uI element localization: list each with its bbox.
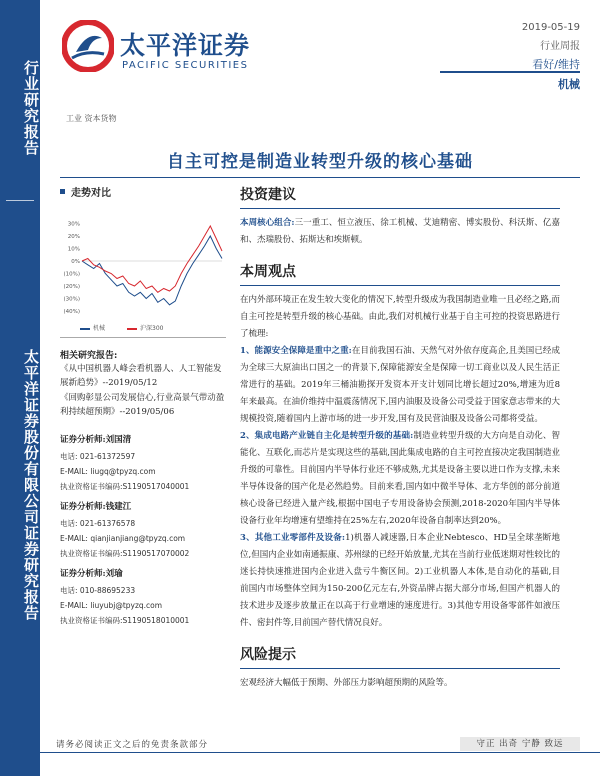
point-3-body: 1)机器人减速器,日本企业Nebtesco、HD呈全球垄断地位,但国内企业如南通振康、苏州绿的已经开始放量,尤其在当前行业低迷期对性较比的迷长持快速推进国内企业进入盘亏牛衡区间。2)工业机器人本体,是自动化的基础,目前国内市场整体空间为150-200亿元左右,外资品牌占据大部分市场,但国产机器人的技术进步及逐步放量正在以高于行业增速的速度进行。3)其他专用设备零部件如液压件、密封件等,目前国产替代情况良好。 bbox=[240, 533, 560, 628]
phone-value: 021-61372597 bbox=[79, 452, 136, 461]
email-link[interactable]: qianjianjiang@tpyzq.com bbox=[90, 534, 186, 543]
analyst-name-line bbox=[60, 567, 226, 579]
sidebar-bottom-text: 太平洋证券股份有限公司证券研究报告 bbox=[22, 349, 40, 621]
phone-value: 010-88695233 bbox=[79, 586, 136, 595]
logo-text-en: PACIFIC SECURITIES bbox=[122, 60, 249, 71]
analyst-email bbox=[60, 467, 226, 476]
left-divider bbox=[60, 337, 226, 338]
analyst-phone bbox=[60, 518, 226, 529]
point-2-label: 2、集成电路产业链自主化是转型升级的基础: bbox=[240, 431, 414, 441]
legend-label-0: 机械 bbox=[93, 325, 106, 332]
analyst-name: 刘瑜 bbox=[105, 569, 123, 579]
y-tick-label: 0% bbox=[71, 259, 80, 265]
email-label: E-MAIL: bbox=[60, 467, 88, 476]
report-meta bbox=[522, 22, 580, 72]
title-divider bbox=[60, 177, 580, 178]
series-line-1 bbox=[82, 226, 222, 292]
left-column bbox=[60, 184, 226, 631]
analyst-block bbox=[60, 500, 226, 559]
series-line-0 bbox=[82, 236, 222, 305]
phone-value: 021-61376578 bbox=[79, 519, 136, 528]
y-tick-label: (20%) bbox=[63, 284, 80, 290]
sidebar bbox=[0, 0, 40, 776]
trend-heading bbox=[60, 184, 226, 199]
y-tick-label: 10% bbox=[67, 246, 80, 253]
legend-swatch-1 bbox=[127, 328, 137, 330]
point-2-body: 制造业转型升级的大方向是自动化、智能化、互联化,而芯片是实现这些的基础,国此集成电路的自主可控直接决定我国制造业升级的可靠性。目前国内半导体行业还不够成熟,尤其是设备主要以进口作为支撑,未来半导体设备的国产化是必然趋势。目前来看,国内如中微半导体、北方华创的部分前道核心设备已经进入量产线,根据中国电子专用设备协会预测,2018-2020年国内半导体设备行业年均增速有望维持在25%左右,2020年设备自制率达到20%。 bbox=[240, 431, 560, 526]
sector-label: 机械 bbox=[558, 78, 580, 91]
analyst-cert bbox=[60, 548, 226, 559]
sidebar-top-text: 行业研究报告 bbox=[22, 60, 40, 156]
weekly-heading: 本周观点 bbox=[240, 261, 560, 286]
logo-text-cn: 太平洋证券 bbox=[120, 31, 251, 60]
email-link[interactable]: liugq@tpyzq.com bbox=[90, 467, 156, 476]
investment-heading: 投资建议 bbox=[240, 184, 560, 209]
analyst-cert bbox=[60, 481, 226, 492]
report-type: 行业周报 bbox=[540, 41, 580, 52]
footer-disclaimer: 请务必阅读正文之后的免责条款部分 bbox=[56, 740, 209, 750]
analyst-email bbox=[60, 601, 226, 610]
cert-value: S1190517040001 bbox=[122, 482, 190, 491]
page-title: 自主可控是制造业转型升级的核心基础 bbox=[167, 152, 473, 172]
related-heading: 相关研究报告: bbox=[60, 351, 118, 361]
trend-chart bbox=[60, 207, 226, 331]
legend-swatch-0 bbox=[80, 328, 90, 330]
point-1-body: 在目前我国石油、天然气对外依存度高企,且美国已经成为全球三大原油出口国之一的背景下,保障能源安全是保障一切工商业以及人民生活正常进行的基础。2019年三桶油勘探开发资本开支计划同比增长超过20%,增速为近8年来最高。在油价维持中温震荡情况下,国内油服及设备公司受益于国家意志带来的大规模投资,随着国内上游市场的进一步开发,国有及民营油服及设备公司都将受益。 bbox=[240, 346, 560, 424]
email-label: E-MAIL: bbox=[60, 534, 88, 543]
risk-heading: 风险提示 bbox=[240, 644, 560, 669]
footer-divider bbox=[40, 752, 600, 753]
y-tick-label: 30% bbox=[67, 221, 80, 228]
analyst-title: 证券分析师: bbox=[60, 569, 106, 579]
analyst-block bbox=[60, 433, 226, 492]
cert-value: S1190518010001 bbox=[122, 616, 190, 625]
chart-legend bbox=[80, 323, 226, 332]
header-divider bbox=[440, 71, 580, 73]
legend-item-0 bbox=[80, 323, 105, 332]
weekly-intro: 在内外部环境正在发生较大变化的情况下,转型升级成为我国制造业唯一且必经之路,而自主可控是转型升级的核心基础。由此,我们对机械行业基于自主可控的投资思路进行了梳理: bbox=[240, 295, 560, 339]
investment-body: 三一重工、恒立液压、徐工机械、艾迪精密、博实股份、科沃斯、亿嘉和、杰瑞股份、拓斯达和埃斯顿。 bbox=[240, 218, 560, 245]
analyst-cert bbox=[60, 615, 226, 626]
phone-label: 电话: bbox=[60, 452, 78, 461]
risk-text: 宏观经济大幅低于预期、外部压力影响超预期的风险等。 bbox=[240, 678, 453, 688]
legend-item-1 bbox=[127, 323, 163, 332]
bullet-icon bbox=[60, 189, 65, 194]
cert-label: 执业资格证书编码: bbox=[60, 482, 123, 491]
analyst-name-line bbox=[60, 500, 226, 512]
phone-label: 电话: bbox=[60, 519, 78, 528]
analyst-name: 钱建江 bbox=[105, 502, 132, 512]
cert-label: 执业资格证书编码: bbox=[60, 616, 123, 625]
investment-text bbox=[240, 215, 560, 249]
trend-chart-svg bbox=[60, 207, 226, 317]
related-item[interactable]: 《从中国机器人峰会看机器人、人工智能发展新趋势》--2019/05/12 bbox=[60, 364, 222, 388]
weekly-point-1 bbox=[240, 343, 560, 428]
y-tick-label: (10%) bbox=[63, 271, 80, 278]
point-1-label: 1、能源安全保障是重中之重: bbox=[240, 346, 352, 356]
weekly-point-3 bbox=[240, 530, 560, 632]
cert-value: S1190517070002 bbox=[122, 549, 190, 558]
category-label: 工业 资本货物 bbox=[66, 114, 117, 123]
point-3-label: 3、其他工业零部件及设备: bbox=[240, 533, 346, 543]
investment-label: 本周核心组合: bbox=[240, 218, 295, 228]
analyst-name: 刘国清 bbox=[105, 435, 132, 445]
header bbox=[40, 0, 600, 105]
y-tick-label: (30%) bbox=[63, 296, 80, 303]
weekly-point-2 bbox=[240, 428, 560, 530]
footer-motto: 守正 出奇 宁静 致远 bbox=[460, 737, 580, 751]
report-date: 2019-05-19 bbox=[521, 22, 580, 33]
analyst-phone bbox=[60, 585, 226, 596]
legend-label-1: 沪深300 bbox=[140, 325, 164, 332]
y-tick-label: 20% bbox=[67, 234, 80, 240]
cert-label: 执业资格证书编码: bbox=[60, 549, 123, 558]
sidebar-divider bbox=[6, 200, 34, 201]
rating: 看好/维持 bbox=[532, 58, 580, 71]
analyst-title: 证券分析师: bbox=[60, 435, 106, 445]
phone-label: 电话: bbox=[60, 586, 78, 595]
analyst-name-line bbox=[60, 433, 226, 445]
email-link[interactable]: liuyubj@tpyzq.com bbox=[90, 601, 163, 610]
analyst-phone bbox=[60, 451, 226, 462]
related-item[interactable]: 《回购彰显公司发展信心,行业高景气带动盈利持续超预期》--2019/05/06 bbox=[60, 393, 225, 417]
y-tick-label: (40%) bbox=[63, 309, 80, 315]
right-column bbox=[240, 184, 560, 692]
analyst-email bbox=[60, 534, 226, 543]
company-logo-icon bbox=[62, 20, 114, 72]
trend-heading-text: 走势对比 bbox=[71, 188, 111, 199]
analyst-block bbox=[60, 567, 226, 626]
analyst-title: 证券分析师: bbox=[60, 502, 106, 512]
email-label: E-MAIL: bbox=[60, 601, 88, 610]
